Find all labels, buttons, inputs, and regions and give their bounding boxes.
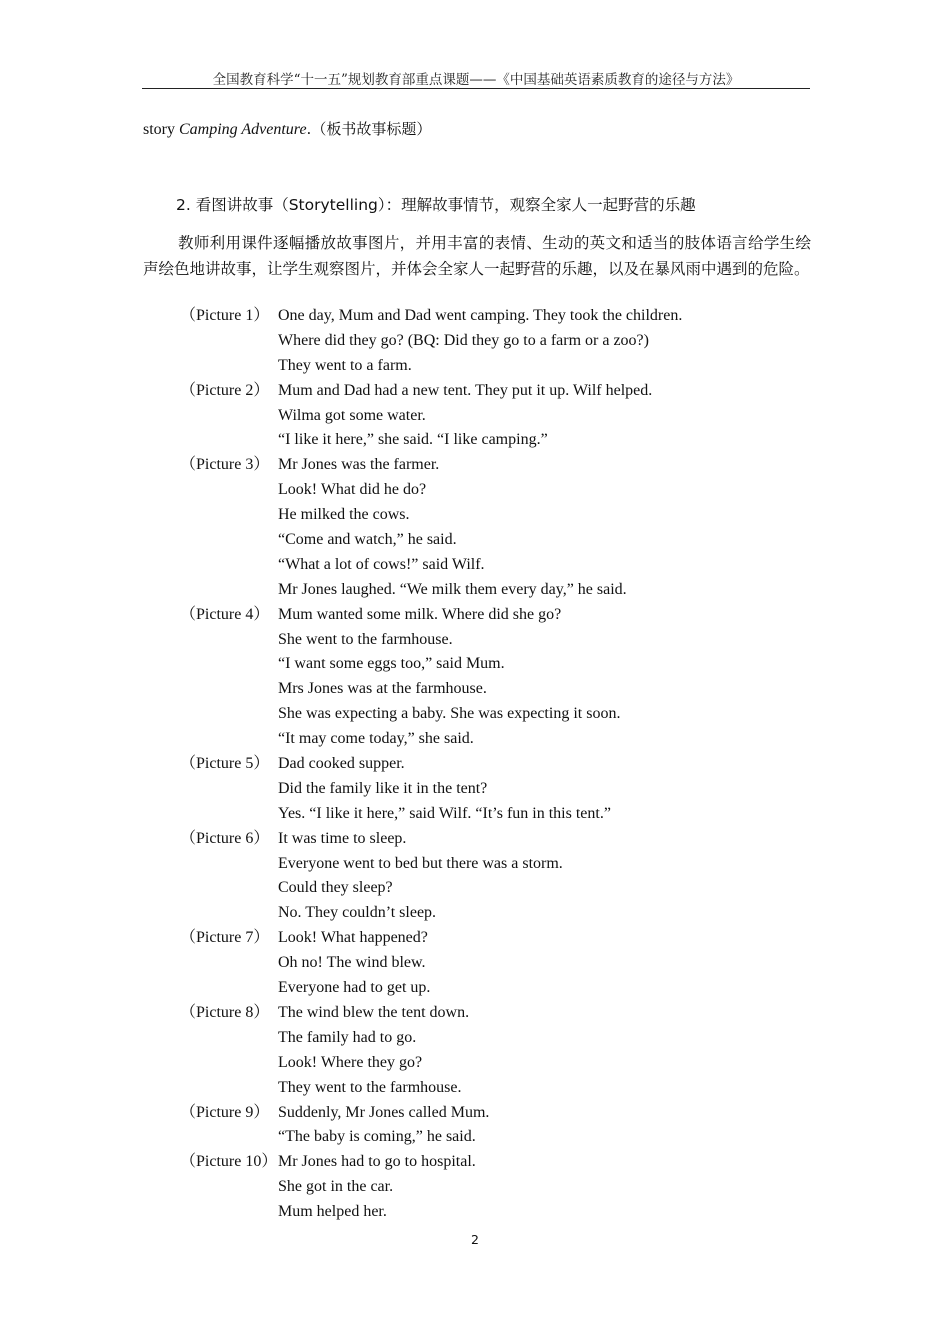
picture-line (180, 1001, 810, 1026)
picture-label: （Picture 5） (180, 755, 270, 773)
picture-line (180, 802, 810, 827)
picture-text: Yes. “I like it here,” said Wilf. “It’s fun in this tent.” (278, 804, 611, 822)
picture-text: Look! What happened? (278, 929, 428, 947)
picture-line (180, 1200, 810, 1225)
picture-text: One day, Mum and Dad went camping. They took the children. (278, 307, 683, 324)
picture-text: Look! Where they go? (278, 1053, 423, 1071)
picture-label: （Picture 4） (180, 605, 270, 623)
picture-line (180, 752, 810, 777)
picture-label: （Picture 8） (180, 1003, 270, 1021)
picture-text: Look! What did he do? (278, 481, 427, 499)
picture-line (180, 652, 810, 677)
picture-text: “Come and watch,” he said. (278, 531, 457, 549)
picture-line (180, 404, 810, 429)
page-number: 2 (471, 1232, 479, 1247)
picture-line (180, 453, 810, 478)
picture-line (180, 677, 810, 702)
picture-line (180, 852, 810, 877)
picture-text: The family had to go. (278, 1028, 417, 1046)
picture-line (180, 1051, 810, 1076)
story-suffix: .（板书故事标题） (306, 120, 432, 138)
picture-text: Mrs Jones was at the farmhouse. (278, 680, 487, 698)
picture-line (180, 876, 810, 901)
picture-line (180, 354, 810, 379)
picture-line (180, 926, 810, 951)
picture-line (180, 428, 810, 453)
picture-text: “What a lot of cows!” said Wilf. (278, 555, 485, 573)
picture-line (180, 304, 810, 329)
picture-text: “I want some eggs too,” said Mum. (278, 655, 505, 673)
picture-label: （Picture 7） (180, 929, 270, 947)
picture-line (180, 628, 810, 653)
picture-line (180, 603, 810, 628)
picture-line (180, 827, 810, 852)
picture-text: Mr Jones was the farmer. (278, 456, 440, 474)
header-rule (142, 88, 810, 89)
picture-text: Where did they go? (BQ: Did they go to a farm or a zoo?) (278, 331, 649, 349)
section-paragraph: 教师利用课件逐幅播放故事图片，并用丰富的表情、生动的英文和适当的肢体语言给学生绘声绘色地讲故事，让学生观察图片，并体会全家人一起野营的乐趣，以及在暴风雨中遇到的危险。 (143, 234, 811, 278)
picture-text: Oh no! The wind blew. (278, 954, 426, 972)
story-title-line (143, 118, 431, 139)
picture-text: She went to the farmhouse. (278, 630, 453, 648)
picture-text: They went to a farm. (278, 356, 412, 374)
story-title: Camping Adventure (179, 121, 307, 138)
picture-text: Dad cooked supper. (278, 755, 405, 773)
picture-text: Mr Jones had to go to hospital. (278, 1153, 476, 1171)
picture-text: Suddenly, Mr Jones called Mum. (278, 1103, 490, 1121)
picture-text: Wilma got some water. (278, 406, 426, 424)
picture-text: Mum helped her. (278, 1203, 387, 1221)
picture-label: （Picture 1） (180, 307, 270, 324)
picture-text: “I like it here,” she said. “I like camping.” (278, 431, 548, 449)
picture-line (180, 578, 810, 603)
picture-text: Did the family like it in the tent? (278, 779, 488, 797)
picture-line (180, 503, 810, 528)
picture-text: Everyone went to bed but there was a storm. (278, 854, 563, 872)
picture-line (180, 1026, 810, 1051)
picture-list (180, 304, 810, 1225)
picture-label: （Picture 10） (180, 1153, 278, 1171)
picture-line (180, 379, 810, 404)
picture-line (180, 976, 810, 1001)
picture-line (180, 1175, 810, 1200)
picture-line (180, 1150, 810, 1175)
picture-text: They went to the farmhouse. (278, 1078, 462, 1096)
picture-line (180, 1076, 810, 1101)
picture-text: “The baby is coming,” he said. (278, 1128, 476, 1146)
picture-line (180, 478, 810, 503)
picture-text: She got in the car. (278, 1178, 394, 1196)
picture-text: Could they sleep? (278, 879, 393, 897)
picture-text: Mum and Dad had a new tent. They put it up. Wilf helped. (278, 381, 653, 399)
story-prefix: story (143, 121, 179, 138)
picture-text: He milked the cows. (278, 506, 410, 524)
picture-text: It was time to sleep. (278, 829, 407, 847)
picture-text: She was expecting a baby. She was expecting it soon. (278, 705, 621, 723)
picture-line (180, 1125, 810, 1150)
picture-line (180, 329, 810, 354)
picture-line (180, 901, 810, 926)
picture-line (180, 727, 810, 752)
picture-text: Mum wanted some milk. Where did she go? (278, 605, 562, 623)
picture-line (180, 528, 810, 553)
picture-text: No. They couldn’t sleep. (278, 904, 437, 922)
picture-line (180, 702, 810, 727)
picture-label: （Picture 3） (180, 456, 270, 474)
picture-label: （Picture 9） (180, 1103, 270, 1121)
picture-text: Mr Jones laughed. “We milk them every day,” he said. (278, 580, 627, 598)
picture-text: Everyone had to get up. (278, 979, 431, 997)
picture-line (180, 1101, 810, 1126)
picture-text: “It may come today,” she said. (278, 730, 474, 748)
picture-line (180, 553, 810, 578)
picture-label: （Picture 2） (180, 381, 270, 399)
section-heading: 2. 看图讲故事（Storytelling）：理解故事情节，观察全家人一起野营的乐趣 (176, 196, 696, 214)
picture-label: （Picture 6） (180, 829, 270, 847)
picture-text: The wind blew the tent down. (278, 1003, 470, 1021)
picture-line (180, 951, 810, 976)
running-header: 全国教育科学“十一五”规划教育部重点课题——《中国基础英语素质教育的途径与方法》 (212, 72, 740, 88)
picture-line (180, 777, 810, 802)
